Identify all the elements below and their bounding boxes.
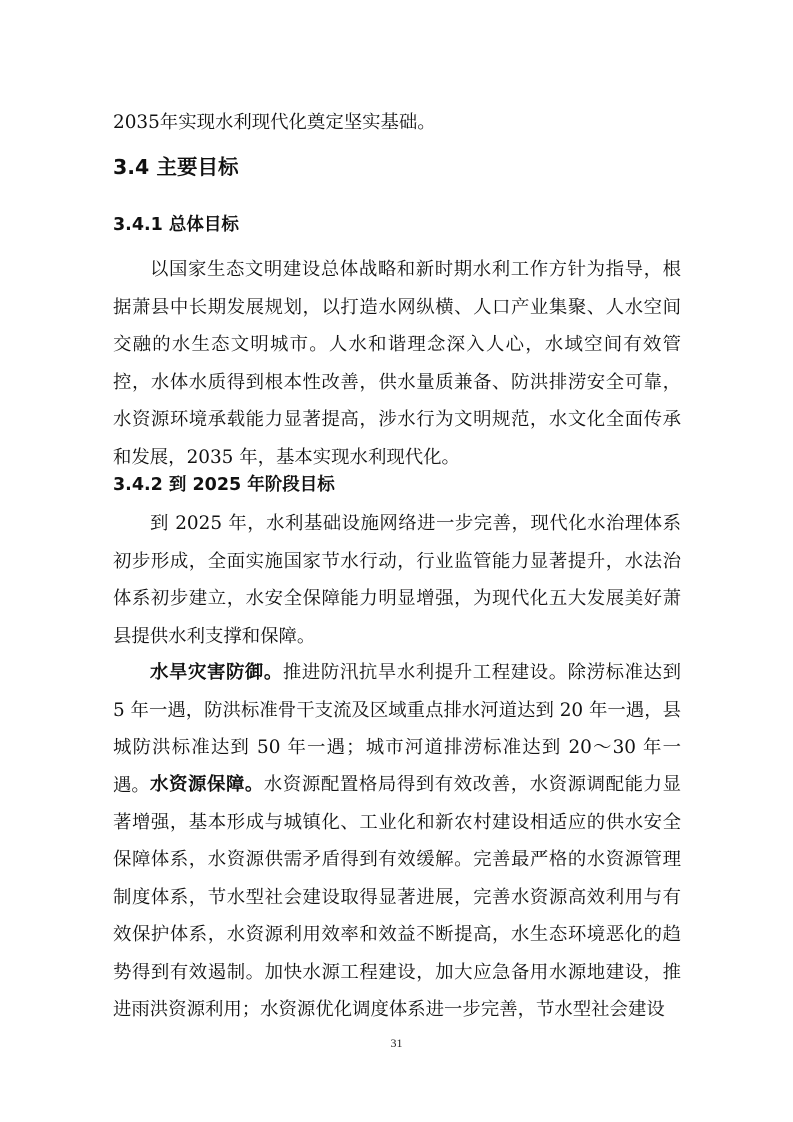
- flood-drought-text: 推进防汛抗旱水利提升工程建设。除涝标准达到 5 年一遇，防洪标准骨干支流及区域重点排水河道达到 20 年一遇，县城防洪标准达到 50 年一遇；城市河道排涝标准达到 20～30 年一遇。: [113, 662, 681, 796]
- water-resources-paragraph: [113, 766, 681, 1029]
- intro-line: 2035年实现水利现代化奠定坚实基础。: [113, 112, 436, 133]
- section-3-4-2-heading: 3.4.2 到 2025 年阶段目标: [113, 475, 335, 495]
- overall-goal-paragraph: 以国家生态文明建设总体战略和新时期水利工作方针为指导，根据萧县中长期发展规划，以打造水网纵横、人口产业集聚、人水空间交融的水生态文明城市。人水和谐理念深入人心，水域空间有效管控，水体水质得到根本性改善，供水量质兼备、防洪排涝安全可靠，水资源环境承载能力显著提高，涉水行为文明规范，水文化全面传承和发展，2035 年，基本实现水利现代化。: [113, 259, 681, 468]
- page-number: 31: [390, 1036, 403, 1050]
- stage-goal-paragraph: 到 2025 年，水利基础设施网络进一步完善，现代化水治理体系初步形成，全面实施国家节水行动，行业监管能力显著提升，水法治体系初步建立，水安全保障能力明显增强，为现代化五大发展美好萧县提供水利支撑和保障。: [113, 513, 681, 647]
- flood-drought-lead: 水旱灾害防御。: [150, 662, 283, 683]
- section-3-4-heading: 3.4 主要目标: [113, 155, 239, 179]
- water-resources-lead: 水资源保障。: [150, 774, 264, 795]
- water-resources-text: 水资源配置格局得到有效改善，水资源调配能力显著增强，基本形成与城镇化、工业化和新农村建设相适应的供水安全保障体系，水资源供需矛盾得到有效缓解。完善最严格的水资源管理制度体系，节水型社会建设取得显著进展，完善水资源高效利用与有效保护体系，水资源利用效率和效益不断提高，水生态环境恶化的趋势得到有效遏制。加快水源工程建设，加大应急备用水源地建设，推进雨洪资源利用；水资源优化调度体系进一步完善，节水型社会建设: [113, 774, 681, 1020]
- section-3-4-1-heading: 3.4.1 总体目标: [113, 215, 239, 235]
